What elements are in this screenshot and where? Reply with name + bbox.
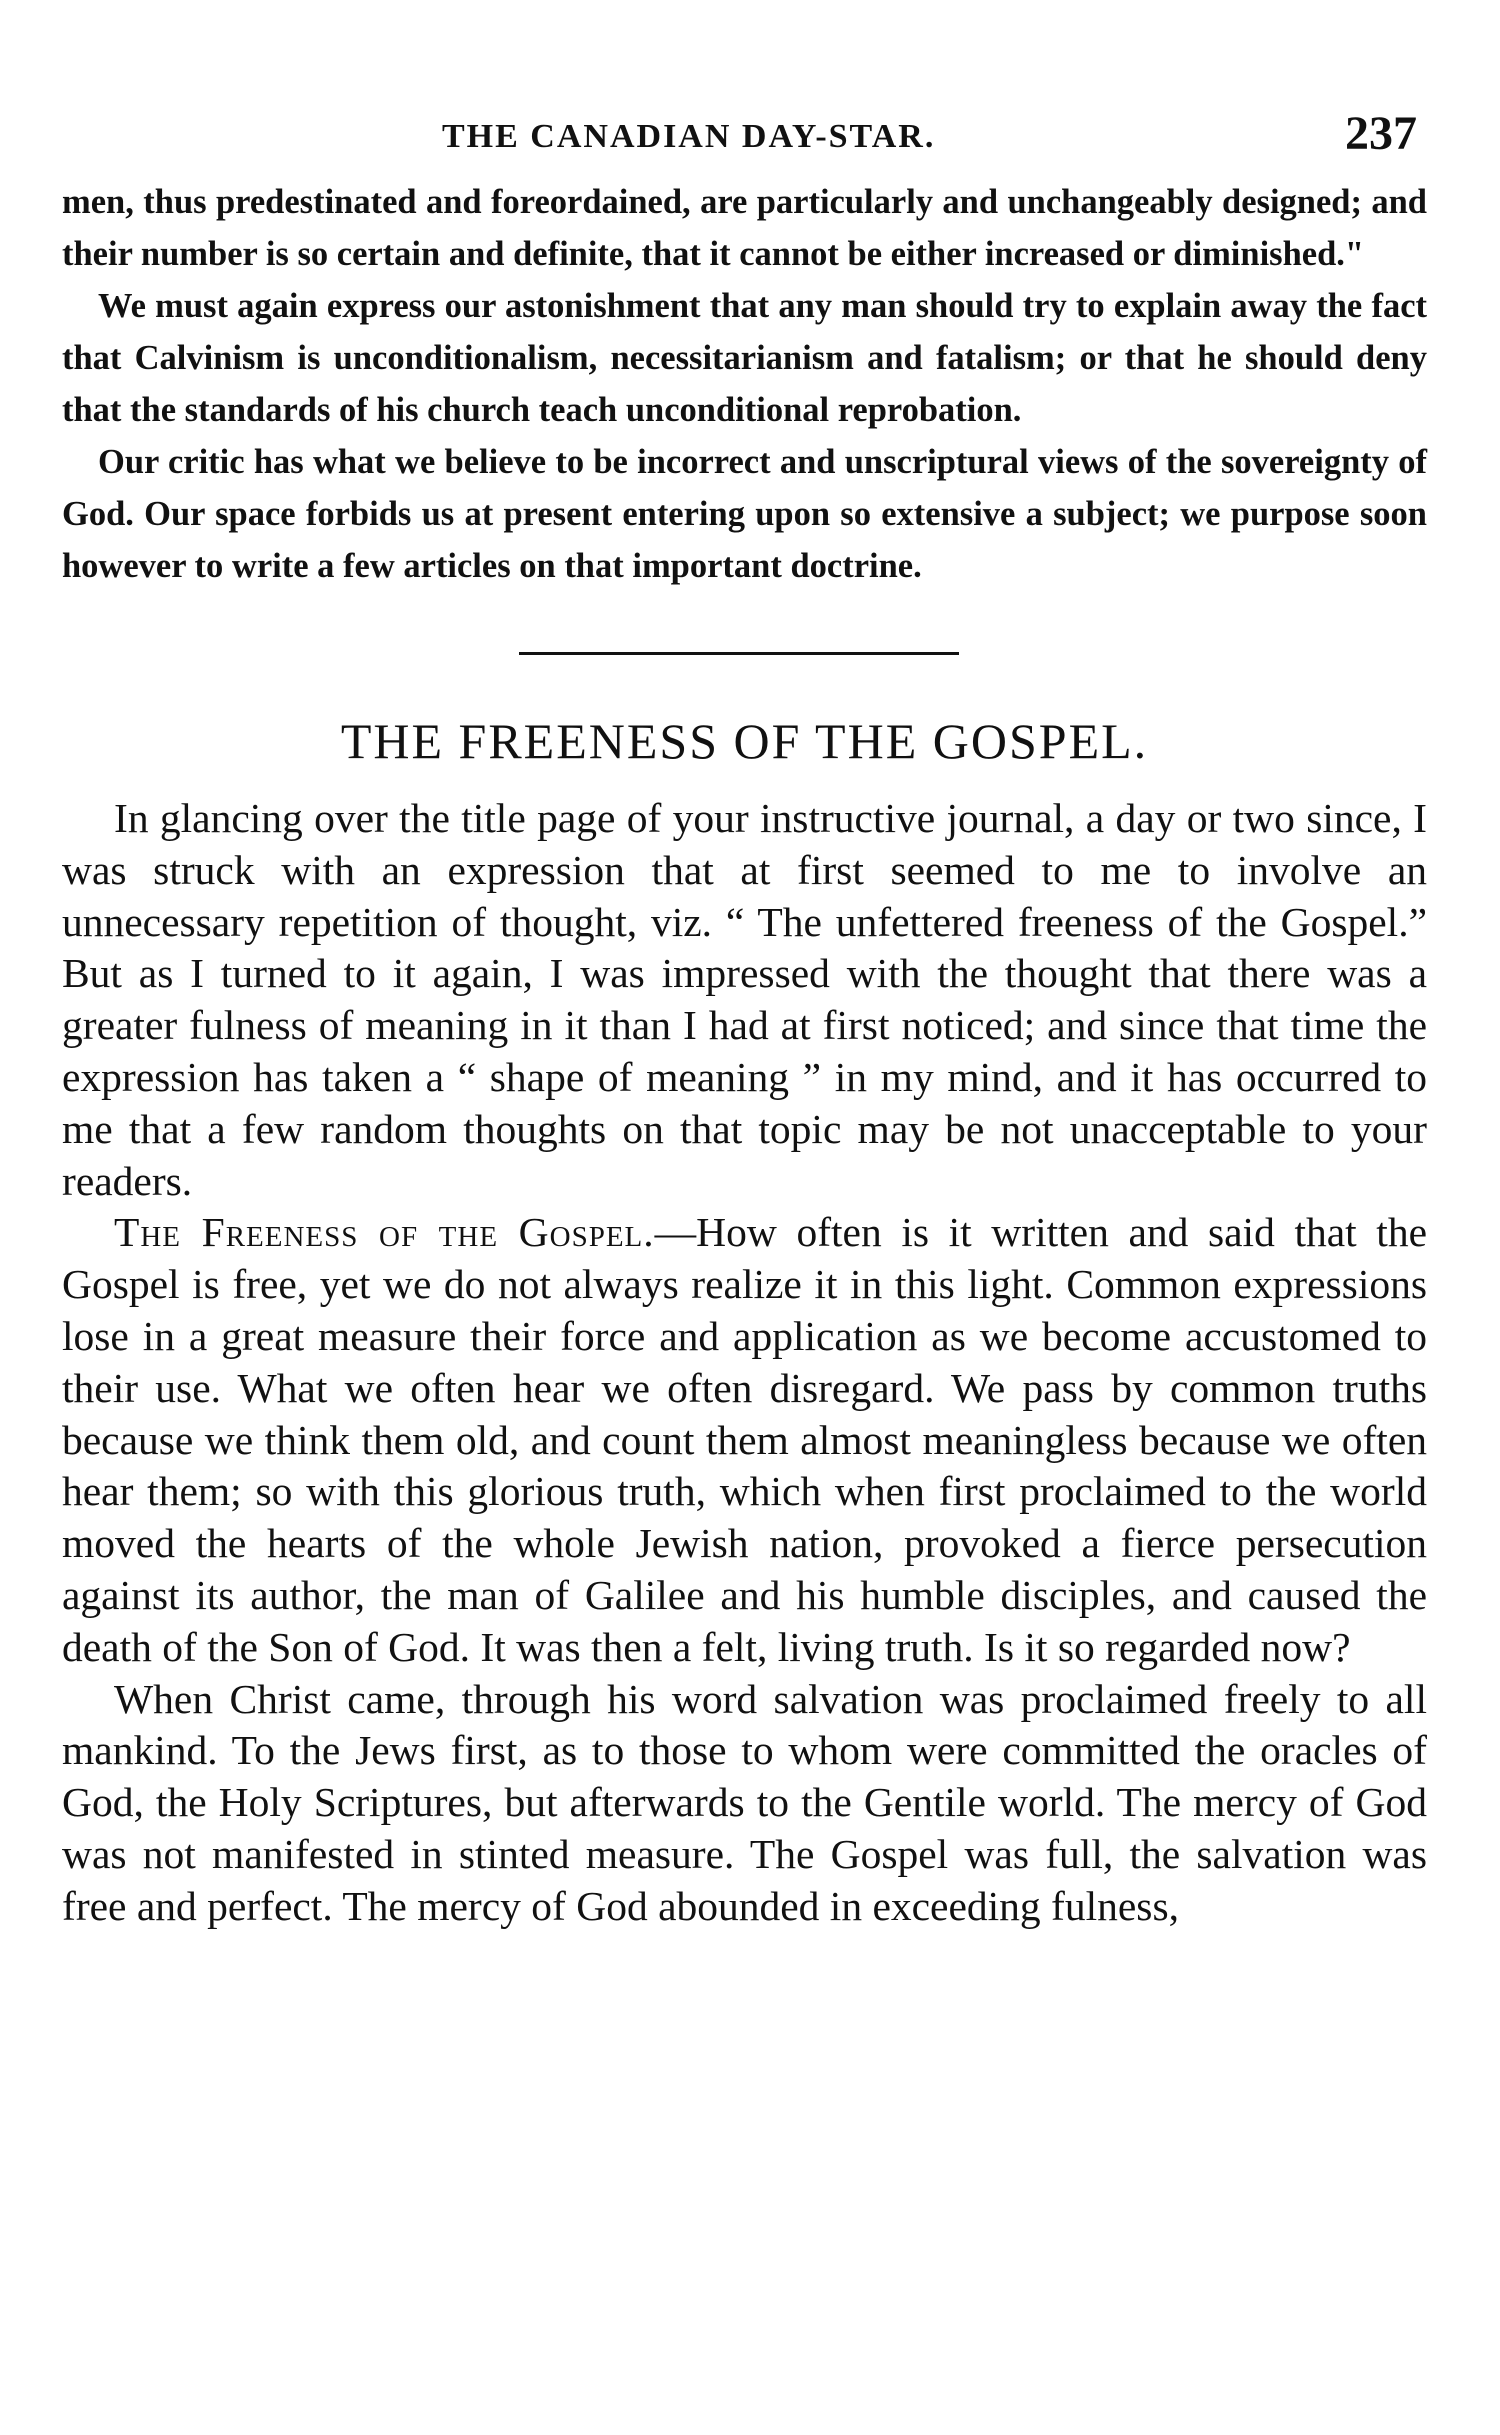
article-body	[62, 793, 1427, 1933]
previous-article-continuation	[62, 176, 1427, 592]
article-paragraph: In glancing over the title page of your instructive journal, a day or two since, I was struck with an expression that at first seemed to me to involve an unnecessary repetition of thought, viz. “ The unfettered freeness of the Gospel.” But as I turned to it again, I was impressed with the thought that there was a greater fulness of meaning in it than I had at first noticed; and since that time the expression has taken a “ shape of meaning ” in my mind, and it has occurred to me that a few random thoughts on that topic may be not unacceptable to your readers.	[62, 795, 1427, 1204]
continuation-paragraph: Our critic has what we believe to be incorrect and unscriptural views of the sovereignty of God. Our space forbids us at present entering upon so extensive a subject; we purpose soon however to write a few articles on that important doctrine.	[62, 443, 1427, 585]
article-paragraph	[62, 1207, 1427, 1673]
article-paragraph: When Christ came, through his word salvation was proclaimed freely to all mankind. To the Jews first, as to those to whom were committed the oracles of God, the Holy Scriptures, but afterwards to the Gentile world. The mercy of God was not manifested in stinted measure. The Gospel was full, the salvation was free and perfect. The mercy of God abounded in exceeding fulness,	[62, 1675, 1427, 1929]
continuation-paragraph: men, thus predestinated and foreordained, are particularly and unchangeably designed; and their number is so certain and definite, that it cannot be either increased or diminished."	[62, 183, 1427, 273]
page-number: 237	[1345, 107, 1417, 160]
book-page	[62, 100, 1427, 1933]
paragraph-lead-in: The Freeness of the Gospel.	[114, 1209, 655, 1256]
continuation-paragraph: We must again express our astonishment that any man should try to explain away the fact that Calvinism is unconditionalism, necessitarianism and fatalism; or that he should deny that the standards of his church teach unconditional reprobation.	[62, 287, 1427, 429]
running-title: THE CANADIAN DAY-STAR.	[442, 118, 936, 155]
article-title: THE FREENESS OF THE GOSPEL.	[340, 713, 1149, 769]
section-divider	[519, 652, 959, 655]
page-header	[62, 100, 1427, 170]
paragraph-body: —How often is it written and said that the Gospel is free, yet we do not always realize it in this light. Common expressions lose in a great measure their force and application as we become accustomed to their use. What we often hear we often disregard. We pass by common truths because we think them old, and count them almost meaningless because we often hear them; so with this glorious truth, which when first proclaimed to the world moved the hearts of the whole Jewish nation, provoked a fierce persecution against its author, the man of Galilee and his humble disciples, and caused the death of the Son of God. It was then a felt, living truth. Is it so regarded now?	[62, 1209, 1427, 1670]
